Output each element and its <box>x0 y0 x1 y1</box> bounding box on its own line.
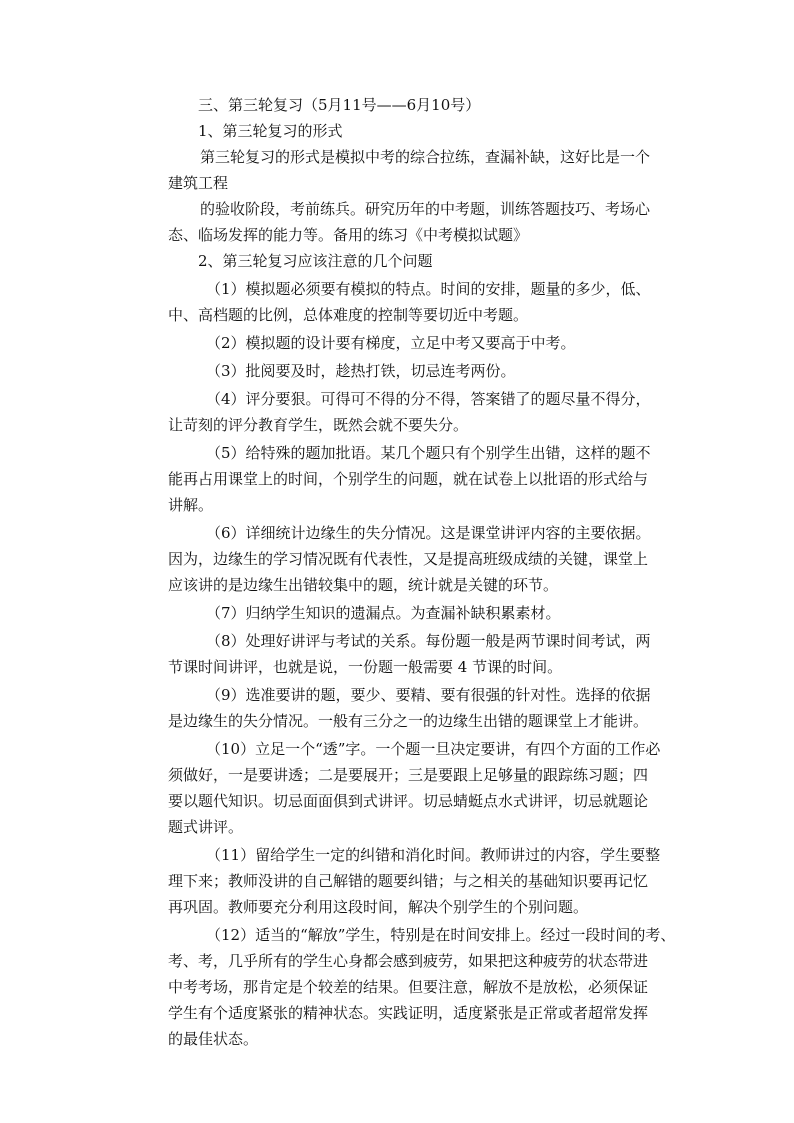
list-item-line: 理下来；教师没讲的自己解错的题要纠错；与之相关的基础知识要再记忆 <box>168 872 649 890</box>
list-item-line: 因为，边缘生的学习情况既有代表性，又是提高班级成绩的关键，课堂上 <box>168 550 649 568</box>
list-item-line: 中、高档题的比例，总体难度的控制等要切近中考题。 <box>168 306 529 324</box>
list-item <box>168 628 668 680</box>
list-item-line: 节课时间讲评，也就是说，一份题一般需要 4 节课的时间。 <box>168 658 563 676</box>
list-item-line: 中考考场，那肯定是个较差的结果。但要注意，解放不是放松，必须保证 <box>168 978 649 996</box>
list-item-line: 是边缘生的失分情况。一般有三分之一的边缘生出错的题课堂上才能讲。 <box>168 712 649 730</box>
list-item-line: （4）评分要狠。可得可不得的分不得，答案错了的题尽量不得分， <box>206 390 651 408</box>
list-item-line: （12）适当的“解放”学生，特别是在时间安排上。经过一段时间的考、 <box>206 926 676 944</box>
list-item <box>168 842 668 920</box>
list-item-line: （6）详细统计边缘生的失分情况。这是课堂讲评内容的主要依据。 <box>206 524 651 542</box>
list-item-line: 的最佳状态。 <box>168 1030 259 1048</box>
list-item-line: 能再占用课堂上的时间，个别学生的问题，就在试卷上以批语的形式给与 <box>168 470 649 488</box>
paragraph-line: 第三轮复习的形式是模拟中考的综合拉练，查漏补缺，这好比是一个 <box>200 148 651 166</box>
list-item-line: 考、考，几乎所有的学生心身都会感到疲劳，如果把这种疲劳的状态带进 <box>168 952 649 970</box>
list-item <box>168 736 668 840</box>
section-heading: 三、第三轮复习（5月11号——6月10号） <box>198 96 481 114</box>
list-item-line: 题式讲评。 <box>168 818 244 836</box>
paragraph-line: 建筑工程 <box>168 174 229 192</box>
paragraph-line: 的验收阶段，考前练兵。研究历年的中考题，训练答题技巧、考场心 <box>200 200 651 218</box>
list-item <box>168 440 668 518</box>
paragraph-line: 态、临场发挥的能力等。备用的练习《中考模拟试题》 <box>168 226 529 244</box>
list-item-line: （7）归纳学生知识的遗漏点。为查漏补缺积累素材。 <box>206 604 561 622</box>
list-item <box>168 276 668 328</box>
list-item-line: 讲解。 <box>168 496 214 514</box>
list-item <box>168 922 676 1052</box>
subsection-title: 2、第三轮复习应该注意的几个问题 <box>198 252 433 270</box>
list-item-line: 须做好，一是要讲透；二是要展开；三是要跟上足够量的跟踪练习题；四 <box>168 766 649 784</box>
list-item <box>168 520 668 598</box>
subsection-title: 1、第三轮复习的形式 <box>198 122 343 140</box>
list-item-line: （2）模拟题的设计要有梯度，立足中考又要高于中考。 <box>206 334 576 352</box>
document-body <box>168 92 676 1052</box>
list-item-line: （5）给特殊的题加批语。某几个题只有个别学生出错，这样的题不 <box>206 444 651 462</box>
list-item-line: 让苛刻的评分教育学生，既然会就不要失分。 <box>168 416 469 434</box>
list-item-line: 学生有个适度紧张的精神状态。实践证明，适度紧张是正常或者超常发挥 <box>168 1004 649 1022</box>
list-item-line: （11）留给学生一定的纠错和消化时间。教师讲过的内容，学生要整 <box>206 846 661 864</box>
list-item <box>168 386 668 438</box>
list-item <box>168 682 668 734</box>
list-item <box>168 600 668 626</box>
list-item-line: 再巩固。教师要充分利用这段时间，解决个别学生的个别问题。 <box>168 898 589 916</box>
list-item-line: （10）立足一个“透”字。一个题一旦决定要讲，有四个方面的工作必 <box>206 740 661 758</box>
list-item-line: （1）模拟题必须要有模拟的特点。时间的安排，题量的多少，低、 <box>206 280 651 298</box>
list-item-line: （9）选准要讲的题，要少、要精、要有很强的针对性。选择的依据 <box>206 686 651 704</box>
list-item <box>168 358 668 384</box>
list-item-line: 应该讲的是边缘生出错较集中的题，统计就是关键的环节。 <box>168 576 559 594</box>
item-list <box>168 276 676 1052</box>
list-item-line: （8）处理好讲评与考试的关系。每份题一般是两节课时间考试，两 <box>206 632 651 650</box>
list-item-line: 要以题代知识。切忌面面俱到式讲评。切忌蜻蜓点水式讲评，切忌就题论 <box>168 792 649 810</box>
list-item-line: （3）批阅要及时，趁热打铁，切忌连考两份。 <box>206 362 516 380</box>
list-item <box>168 330 668 356</box>
